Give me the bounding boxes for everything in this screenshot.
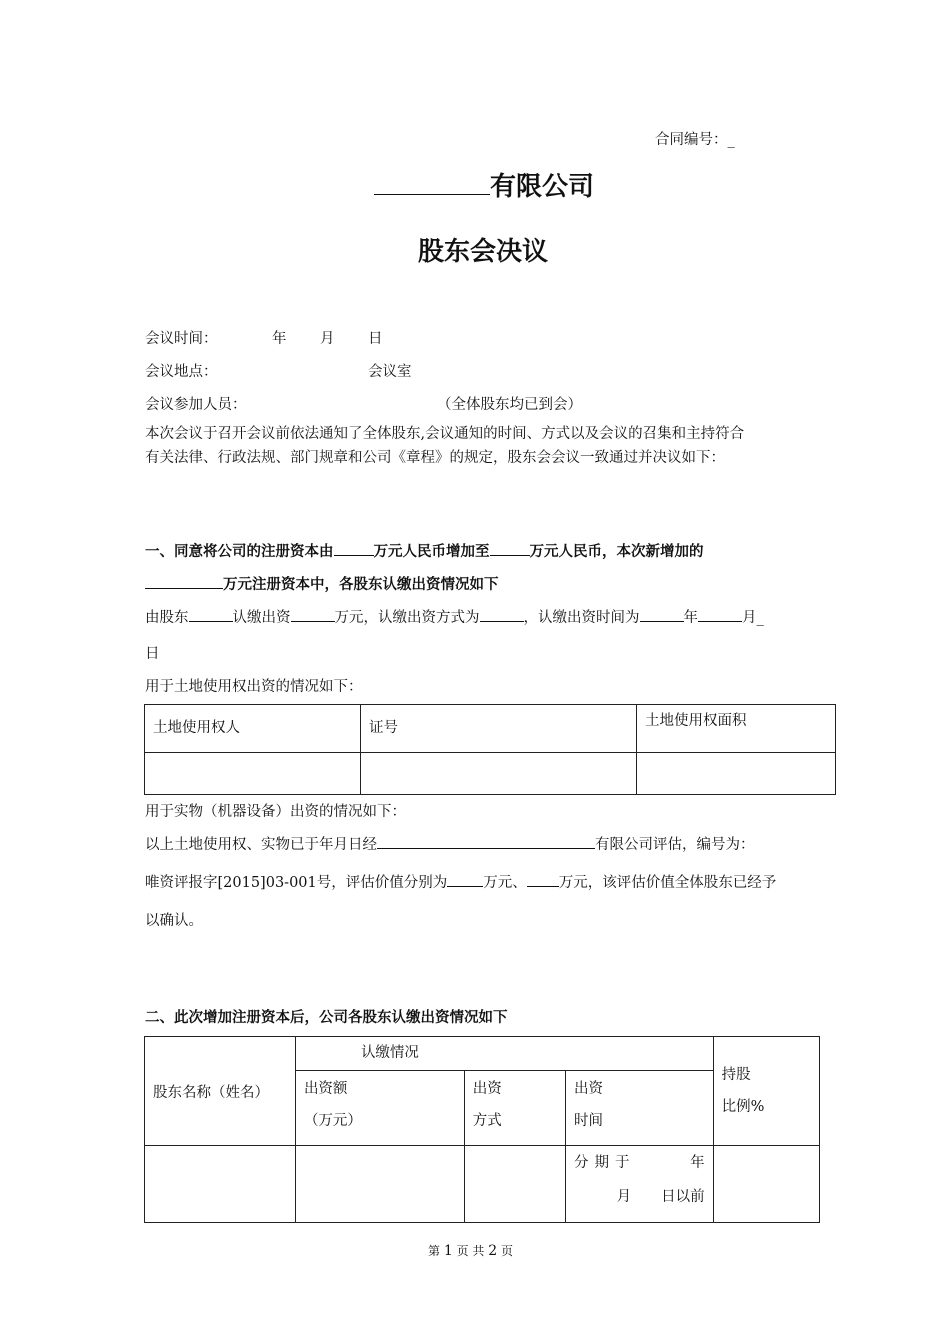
contract-number-label: 合同编号：_ [655,132,735,148]
blank [447,872,483,887]
th-time-1: 出资 [574,1081,603,1097]
row-cell [713,1146,819,1223]
resolution-title: 股东会决议 [418,237,549,267]
equipment-intro: 用于实物（机器设备）出资的情况如下： [145,804,406,820]
land-cell [145,753,361,795]
blank [527,872,559,887]
evaluation-line2 [145,871,776,892]
eval-l2-a: 唯资评报字[2015]03-001号，评估价值分别为 [145,875,448,891]
s1-l1-a: 一、同意将公司的注册资本由 [145,544,334,560]
evaluation-line3: 以确认。 [145,913,203,929]
th-amount [295,1071,464,1146]
blank [291,607,335,622]
meeting-place-label: 会议地点： [145,364,218,380]
land-header-area: 土地使用权面积 [637,705,836,753]
th-ratio-1: 持股 [721,1067,751,1083]
row-cell [295,1146,464,1223]
evaluation-line1 [145,833,755,854]
eval-l2-c: 万元，该评估价值全体股东已经予 [558,875,777,891]
row-time-line2 [574,1180,705,1214]
subscription-table [144,1036,820,1223]
footer-page-total: 2 [488,1243,498,1259]
row-time-line1 [574,1146,705,1180]
section2-heading: 二、此次增加注册资本后，公司各股东认缴出资情况如下 [145,1010,508,1026]
section1-line4: 日 [145,646,160,662]
s1-l1-b: 万元人民币增加至 [373,544,490,560]
s1-l3-b: 认缴出资 [232,610,291,626]
meeting-day: 日 [368,331,383,347]
th-time [566,1071,714,1146]
land-header-holder: 土地使用权人 [145,705,361,753]
s1-l1-c: 万元人民币，本次新增加的 [529,544,704,560]
land-cell [637,753,836,795]
footer-page-num: 1 [443,1243,453,1259]
row-time-1b: 年 [690,1155,705,1171]
blank [145,574,223,589]
blank [640,607,684,622]
s1-l3-e: 年 [683,610,698,626]
eval-l1-b: 有限公司评估，编号为： [595,837,755,853]
land-header-cert: 证号 [361,705,637,753]
meeting-time-label: 会议时间： [145,331,218,347]
th-amount-2: （万元） [303,1113,362,1129]
company-name-blank [374,168,490,195]
row-time-1a: 分期于 [574,1155,636,1171]
th-method-1: 出资 [472,1081,502,1097]
th-ratio [713,1037,819,1146]
footer-prefix: 第 [428,1244,441,1258]
footer-mid: 页 共 [456,1244,485,1258]
company-suffix: 有限公司 [490,172,595,202]
row-cell [145,1146,296,1223]
s1-l3-f: 月_ [742,610,764,626]
row-time-2a: 月 [616,1189,632,1205]
s1-l3-d: ，认缴出资时间为 [523,610,640,626]
intro-line-2: 有关法律、行政法规、部门规章和公司《章程》的规定，股东会会议一致通过并决议如下： [145,450,725,466]
meeting-year: 年 [272,331,287,347]
section1-line2 [145,573,499,594]
row-time-cell [566,1146,714,1223]
s1-l2: 万元注册资本中，各股东认缴出资情况如下 [223,577,499,593]
footer-suffix: 页 [501,1244,514,1258]
intro-line-1: 本次会议于召开会议前依法通知了全体股东,会议通知的时间、方式以及会议的召集和主持符合 [145,426,745,442]
land-intro: 用于土地使用权出资的情况如下： [145,679,363,695]
land-cell [361,753,637,795]
blank [480,607,524,622]
th-subscription: 认缴情况 [295,1037,713,1071]
th-time-2: 时间 [574,1113,603,1129]
s1-l3-c: 万元，认缴出资方式为 [334,610,480,626]
meeting-month: 月 [320,331,335,347]
row-cell [464,1146,565,1223]
attendees-note: （全体股东均已到会） [437,397,582,413]
th-method [464,1071,565,1146]
blank [189,607,233,622]
blank [377,834,595,849]
blank [490,541,530,556]
eval-l1-a: 以上土地使用权、实物已于年月日经 [145,837,377,853]
th-amount-1: 出资额 [303,1081,348,1097]
s1-l3-a: 由股东 [145,610,189,626]
company-title [374,166,594,203]
meeting-room: 会议室 [368,364,412,380]
th-method-2: 方式 [472,1113,502,1129]
section1-line1 [145,540,704,561]
th-shareholder: 股东名称（姓名） [145,1037,296,1146]
blank [698,607,742,622]
blank [334,541,374,556]
land-table [144,704,836,795]
section1-line3 [145,606,764,627]
attendees-label: 会议参加人员： [145,397,247,413]
page-footer [428,1242,513,1259]
row-time-2b: 日以前 [661,1189,705,1205]
th-ratio-2: 比例% [721,1099,765,1115]
eval-l2-b: 万元、 [483,875,527,891]
